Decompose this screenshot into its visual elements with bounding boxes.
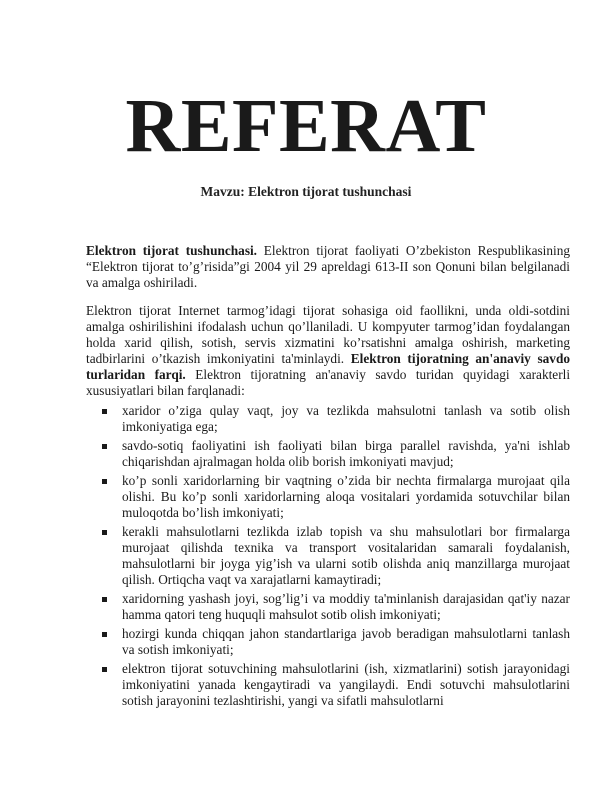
bullet-icon — [102, 479, 107, 484]
list-item-text: xaridor o’ziga qulay vaqt, joy va tezlikda mahsulotni tanlash va sotib olish imkoniyatiga ega; — [122, 403, 570, 434]
list-item — [122, 403, 570, 435]
document-body — [86, 243, 570, 712]
paragraph-text: Elektron tijorat faoliyati O’zbekiston Respublikasining “Elektron tijorat to’g’risida”gi 2004 yil 29 apreldagi 613-II son Qonuni bilan belgilanadi va amalga oshiriladi. — [86, 243, 570, 290]
paragraph-text: Elektron tijorat Internet tarmog’idagi tijorat sohasiga oid faollikni, unda oldi-sotdini amalga oshirilishini ifodalash uchun qo’llaniladi. U kompyuter tarmog’idan foydalangan holda xarid qilish, sotish, servis xizmatini ko’rsatishni amalga oshirish, marketing tadbirlarini o’tkazish imkoniyatini ta'minlaydi. — [86, 303, 570, 366]
list-item — [122, 524, 570, 588]
list-item-text: hozirgi kunda chiqqan jahon standartlariga javob beradigan mahsulotlarni tanlash va sotish imkoniyati; — [122, 626, 570, 657]
bullet-list — [86, 403, 570, 709]
page-title: REFERAT — [125, 84, 487, 168]
paragraph-definition — [86, 243, 570, 291]
paragraph-text: Elektron tijoratning an'anaviy savdo turidan quyidagi xarakterli xususiyatlari bilan farqlanadi: — [86, 367, 571, 398]
paragraph-lead: Elektron tijoratning an'anaviy savdo turlaridan farqi. — [86, 351, 570, 382]
bullet-icon — [102, 530, 107, 535]
bullet-icon — [102, 409, 107, 414]
list-item — [122, 626, 570, 658]
list-item-text: xaridorning yashash joyi, sog’lig’i va moddiy ta'minlanish darajasidan qat'iy nazar hamma qatori teng huquqli mahsulot sotib olish imkoniyati; — [122, 591, 570, 622]
list-item-text: savdo-sotiq faoliyatini ish faoliyati bilan birga parallel ravishda, ya'ni ishlab chiqarishdan ajralmagan holda olib borish imkoniyati mavjud; — [122, 438, 570, 469]
bullet-icon — [102, 444, 107, 449]
list-item — [122, 661, 570, 709]
list-item-text: elektron tijorat sotuvchining mahsulotlarini (ish, xizmatlarini) sotish jarayonidagi imkoniyatini yanada kengaytiradi va yangilaydi. Endi sotuvchi mahsulotlarini sotish jarayonini tezlashtirishi, yangi va sifatli mahsulotlarni — [122, 661, 570, 708]
list-item — [122, 438, 570, 470]
list-item-text: kerakli mahsulotlarni tezlikda izlab topish va shu mahsulotlari bor firmalarga murojaat qilishda texnika va transport vositalaridan samarali foydalanish, mahsulotlarni bir joyga yig’ish va ularni sotib olishda aniq manzillarga murojaat qilish. Ortiqcha vaqt va xarajatlarni kamaytiradi; — [122, 524, 570, 587]
list-item — [122, 591, 570, 623]
bullet-icon — [102, 597, 107, 602]
paragraph-description — [86, 303, 570, 399]
list-item-text: ko’p sonli xaridorlarning bir vaqtning o’zida bir nechta firmalarga murojaat qila olishi. Bu ko’p sonli xaridorlarning aloqa vositalari yordamida sotuvchilar bilan muloqotda bo’lish imkoniyati; — [122, 473, 570, 520]
paragraph-lead: Elektron tijorat tushunchasi. — [86, 243, 258, 258]
list-item — [122, 473, 570, 521]
bullet-icon — [102, 632, 107, 637]
page-subtitle: Mavzu: Elektron tijorat tushunchasi — [200, 184, 412, 199]
bullet-icon — [102, 667, 107, 672]
